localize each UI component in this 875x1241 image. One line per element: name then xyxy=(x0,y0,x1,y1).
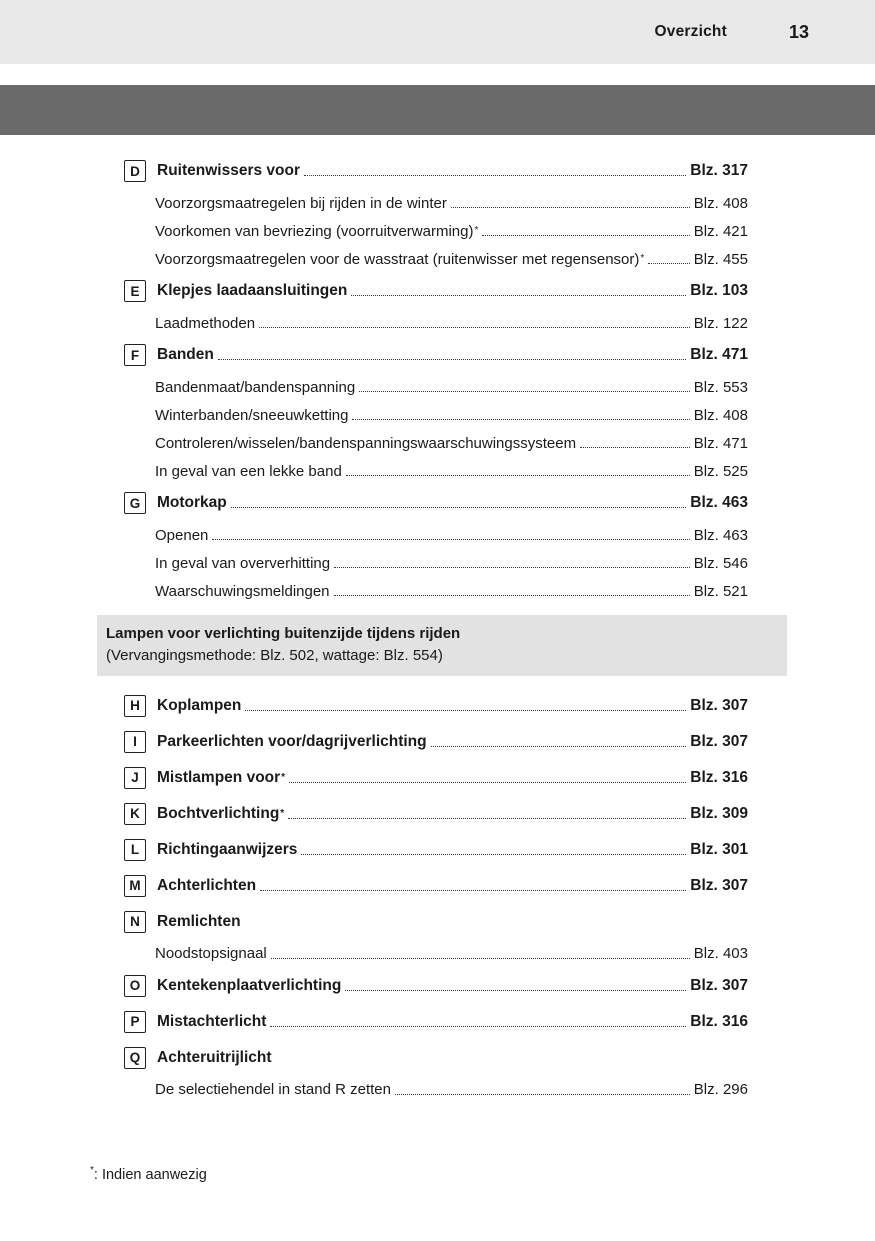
header-title: Overzicht xyxy=(654,23,727,40)
dot-leader xyxy=(359,382,690,392)
toc-sub-entry xyxy=(97,401,787,429)
dot-leader xyxy=(346,466,690,476)
page-reference: Blz. 316 xyxy=(690,768,748,786)
dot-leader xyxy=(482,226,689,236)
toc-main-entry xyxy=(97,1040,787,1076)
section-title: Lampen voor verlichting buitenzijde tijdens rijden xyxy=(106,625,461,642)
page-reference: Blz. 309 xyxy=(690,804,748,822)
dot-leader xyxy=(270,1016,686,1027)
toc-sub-entry: Voorzorgsmaatregelen voor de wasstraat (ruitenwisser met regensensor) * Blz. 455 xyxy=(155,250,748,268)
callout-letter-box: F xyxy=(124,344,146,366)
section-subtitle: (Vervangingsmethode: Blz. 502, wattage: Blz. 554) xyxy=(106,646,443,664)
page-reference: Blz. 421 xyxy=(693,222,748,240)
entry-label: De selectiehendel in stand R zetten xyxy=(155,1081,391,1098)
page-reference: Blz. 122 xyxy=(693,314,748,332)
entry-label: In geval van oververhitting xyxy=(155,554,331,572)
page-reference: Blz. 296 xyxy=(693,1081,748,1098)
entry-label: Achteruitrijlicht xyxy=(157,1048,272,1066)
toc-main-entry xyxy=(97,868,787,904)
toc-main-entry xyxy=(97,832,787,868)
dot-leader xyxy=(395,1084,690,1094)
entry-label: Achterlichten xyxy=(157,876,257,894)
entry-label: Kentekenplaatverlichting xyxy=(157,976,342,994)
toc-sub-entry xyxy=(97,457,787,485)
toc-list xyxy=(97,153,787,1104)
page-reference: Blz. 471 xyxy=(693,434,748,452)
callout-letter-box: O xyxy=(124,975,146,997)
chapter-band xyxy=(0,85,875,135)
toc-main-entry: J Mistlampen voor * Blz. 316 xyxy=(97,760,787,796)
page-reference: Blz. 403 xyxy=(693,945,748,962)
dot-leader xyxy=(580,438,690,448)
dot-leader xyxy=(431,736,687,747)
dot-leader xyxy=(648,254,690,264)
callout-letter-box: D xyxy=(124,160,146,182)
entry-label: Mistachterlicht xyxy=(157,1012,267,1030)
dot-leader xyxy=(351,286,686,297)
page-reference: Blz. 525 xyxy=(693,462,748,480)
section-header xyxy=(97,615,787,676)
page-reference: Blz. 316 xyxy=(690,1012,748,1030)
toc-sub-entry: Voorkomen van bevriezing (voorruitverwarming) * Blz. 421 xyxy=(155,222,748,240)
dot-leader xyxy=(304,166,686,177)
page-reference: Blz. 546 xyxy=(693,554,748,572)
toc-sub-entry xyxy=(97,189,787,217)
toc-main-entry xyxy=(97,153,787,189)
toc-sub-entry xyxy=(97,309,787,337)
entry-label: Remlichten xyxy=(157,912,241,930)
page-reference: Blz. 463 xyxy=(690,494,748,511)
toc-sub-entry xyxy=(97,577,787,605)
page-reference: Blz. 471 xyxy=(690,346,748,363)
callout-letter-box: Q xyxy=(124,1047,146,1069)
dot-leader xyxy=(301,844,686,855)
entry-label: Bochtverlichting xyxy=(157,804,280,822)
footnote-text: : Indien aanwezig xyxy=(93,1167,207,1183)
footnote-asterisk: * xyxy=(90,1165,94,1177)
toc-main-entry xyxy=(97,688,787,724)
page-reference: Blz. 553 xyxy=(693,378,748,396)
page-reference: Blz. 317 xyxy=(690,162,748,179)
entry-label: Klepjes laadaansluitingen xyxy=(157,282,348,299)
entry-label: Openen xyxy=(155,526,209,544)
dot-leader xyxy=(345,980,686,991)
page-reference: Blz. 103 xyxy=(690,282,748,299)
page-reference: Blz. 301 xyxy=(690,840,748,858)
toc-sub-entry xyxy=(97,521,787,549)
entry-label: Bandenmaat/bandenspanning xyxy=(155,378,356,396)
toc-main-entry xyxy=(97,273,787,309)
callout-letter-box: M xyxy=(124,875,146,897)
entry-label: Voorzorgsmaatregelen voor de wasstraat (ruitenwisser met regensensor) xyxy=(155,250,640,268)
page-header xyxy=(0,0,875,64)
dot-leader xyxy=(218,350,686,361)
toc-sub-entry xyxy=(97,1076,787,1104)
toc-sub-entry xyxy=(97,549,787,577)
page-reference: Blz. 408 xyxy=(693,406,748,424)
toc-sub-entry xyxy=(97,429,787,457)
page-reference: Blz. 307 xyxy=(690,732,748,750)
toc-sub-entry xyxy=(97,940,787,968)
toc-main-entry xyxy=(97,904,787,940)
footnote xyxy=(90,1167,207,1183)
entry-label: Winterbanden/sneeuwketting xyxy=(155,406,349,424)
entry-label: Parkeerlichten voor/dagrijverlichting xyxy=(157,732,427,750)
dot-leader xyxy=(352,410,689,420)
dot-leader xyxy=(289,772,686,783)
toc-main-entry xyxy=(97,968,787,1004)
callout-letter-box: G xyxy=(124,492,146,514)
toc-main-entry: K Bochtverlichting * Blz. 309 xyxy=(97,796,787,832)
entry-label: Mistlampen voor xyxy=(157,768,281,786)
page-reference: Blz. 307 xyxy=(690,976,748,994)
dot-leader xyxy=(212,530,689,540)
entry-label: Noodstopsignaal xyxy=(155,945,267,962)
entry-label: Waarschuwingsmeldingen xyxy=(155,582,330,600)
toc-main-entry xyxy=(97,337,787,373)
callout-letter-box: I xyxy=(124,731,146,753)
entry-label: Motorkap xyxy=(157,494,227,511)
toc-main-entry xyxy=(97,724,787,760)
page-reference: Blz. 307 xyxy=(690,876,748,894)
dot-leader xyxy=(259,318,690,328)
callout-letter-box: L xyxy=(124,839,146,861)
entry-label: Richtingaanwijzers xyxy=(157,840,298,858)
dot-leader xyxy=(231,498,687,509)
toc-sub-entry xyxy=(97,373,787,401)
page-number: 13 xyxy=(788,21,809,42)
dot-leader xyxy=(451,198,690,208)
callout-letter-box: K xyxy=(124,803,146,825)
entry-label: Ruitenwissers voor xyxy=(157,162,300,179)
dot-leader xyxy=(334,586,690,596)
page-reference: Blz. 455 xyxy=(693,250,748,268)
dot-leader xyxy=(288,808,686,819)
entry-label: Koplampen xyxy=(157,696,242,714)
page-reference: Blz. 307 xyxy=(690,696,748,714)
dot-leader xyxy=(260,880,686,891)
callout-letter-box: H xyxy=(124,695,146,717)
page-reference: Blz. 521 xyxy=(693,582,748,600)
entry-label: Voorzorgsmaatregelen bij rijden in de winter xyxy=(155,194,447,212)
entry-label: Banden xyxy=(157,346,214,363)
dot-leader xyxy=(271,948,690,958)
dot-leader xyxy=(334,558,690,568)
entry-label: In geval van een lekke band xyxy=(155,462,342,480)
callout-letter-box: N xyxy=(124,911,146,933)
entry-label: Voorkomen van bevriezing (voorruitverwarming) xyxy=(155,222,474,240)
toc-main-entry xyxy=(97,485,787,521)
callout-letter-box: E xyxy=(124,280,146,302)
callout-letter-box: P xyxy=(124,1011,146,1033)
callout-letter-box: J xyxy=(124,767,146,789)
dot-leader xyxy=(245,700,686,711)
entry-label: Laadmethoden xyxy=(155,314,256,332)
page-reference: Blz. 463 xyxy=(693,526,748,544)
entry-label: Controleren/wisselen/bandenspanningswaarschuwingssysteem xyxy=(155,434,577,452)
toc-main-entry xyxy=(97,1004,787,1040)
page-reference: Blz. 408 xyxy=(693,194,748,212)
